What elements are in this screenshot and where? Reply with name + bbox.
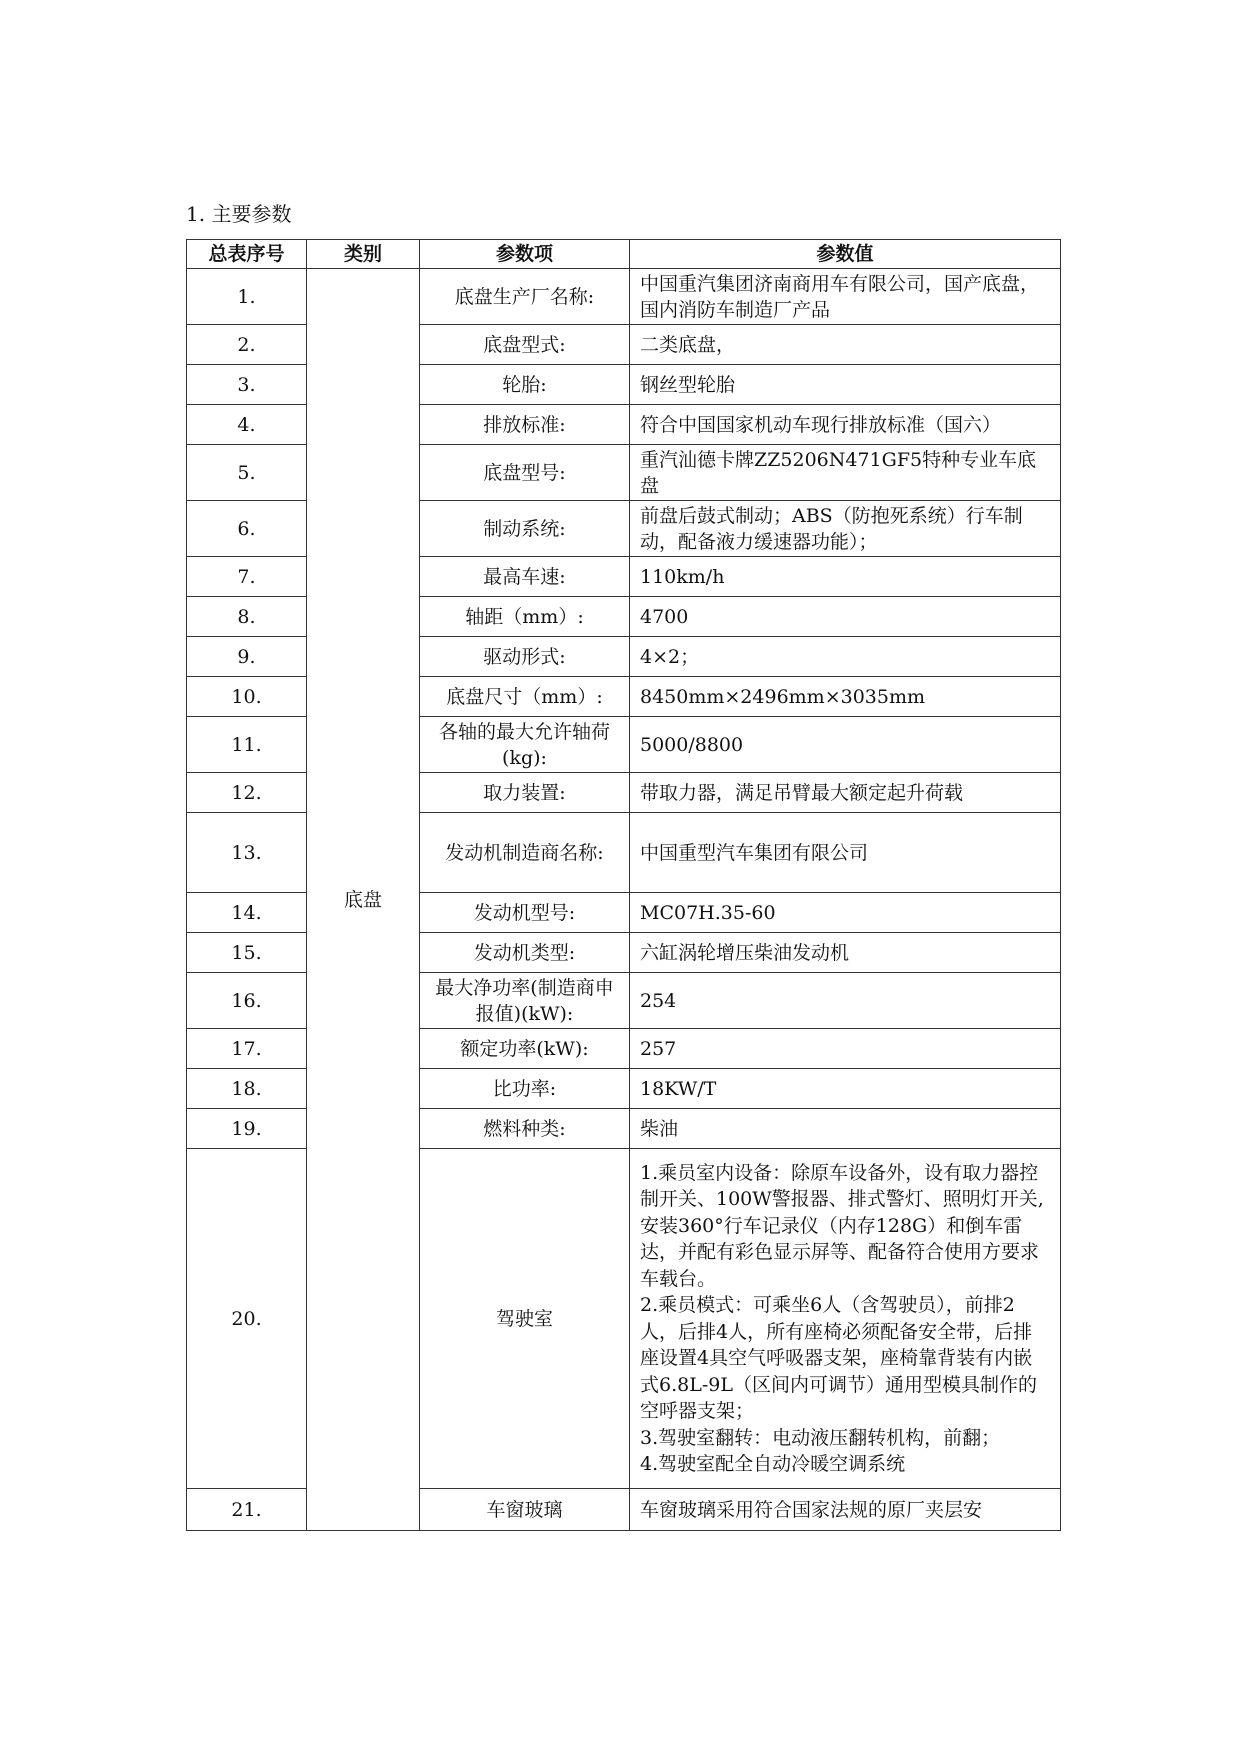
table-row [187, 269, 1061, 325]
row-parameter-name: 驱动形式: [420, 637, 630, 677]
row-serial-number: 12. [187, 773, 307, 813]
row-serial-number: 10. [187, 677, 307, 717]
row-parameter-name: 各轴的最大允许轴荷(kg): [420, 717, 630, 773]
row-parameter-value: 柴油 [630, 1109, 1061, 1149]
row-parameter-value: 5000/8800 [630, 717, 1061, 773]
row-parameter-name: 最高车速: [420, 557, 630, 597]
row-parameter-value: 257 [630, 1029, 1061, 1069]
row-parameter-name: 车窗玻璃 [420, 1489, 630, 1531]
row-parameter-name: 底盘尺寸（mm）: [420, 677, 630, 717]
row-parameter-name: 发动机类型: [420, 933, 630, 973]
row-parameter-name: 轴距（mm）: [420, 597, 630, 637]
row-parameter-name: 驾驶室 [420, 1149, 630, 1489]
row-parameter-value: 二类底盘， [630, 325, 1061, 365]
row-parameter-name: 底盘型号: [420, 445, 630, 501]
table-header-row [187, 240, 1061, 269]
row-parameter-value: 六缸涡轮增压柴油发动机 [630, 933, 1061, 973]
row-serial-number: 11. [187, 717, 307, 773]
row-parameter-value: 中国重型汽车集团有限公司 [630, 813, 1061, 893]
row-serial-number: 20. [187, 1149, 307, 1489]
row-serial-number: 8. [187, 597, 307, 637]
row-parameter-name: 取力装置: [420, 773, 630, 813]
category-cell: 底盘 [307, 269, 420, 1531]
row-serial-number: 16. [187, 973, 307, 1029]
row-serial-number: 15. [187, 933, 307, 973]
row-serial-number: 9. [187, 637, 307, 677]
row-parameter-value: 4×2； [630, 637, 1061, 677]
row-parameter-name: 制动系统: [420, 501, 630, 557]
row-parameter-name: 排放标准: [420, 405, 630, 445]
row-parameter-name: 底盘生产厂名称: [420, 269, 630, 325]
row-parameter-value: 车窗玻璃采用符合国家法规的原厂夹层安 [630, 1489, 1061, 1531]
row-parameter-name: 轮胎: [420, 365, 630, 405]
row-parameter-value: 4700 [630, 597, 1061, 637]
table-body [187, 269, 1061, 1531]
parameters-table [186, 239, 1061, 1531]
row-parameter-value: MC07H.35-60 [630, 893, 1061, 933]
row-serial-number: 5. [187, 445, 307, 501]
header-value: 参数值 [630, 240, 1061, 269]
row-parameter-name: 比功率: [420, 1069, 630, 1109]
row-serial-number: 2. [187, 325, 307, 365]
row-parameter-value: 1.乘员室内设备：除原车设备外，设有取力器控制开关、100W警报器、排式警灯、照明灯开关,安装360°行车记录仪（内存128G）和倒车雷达，并配有彩色显示屏等、配备符合使用方要求车载台。 2.乘员模式：可乘坐6人（含驾驶员），前排2人，后排4人，所有座椅必须配备安全带，后排座设置4具空气呼吸器支架，座椅靠背装有内嵌式6.8L-9L（区间内可调节）通用型模具制作的空呼器支架； 3.驾驶室翻转：电动液压翻转机构，前翻； 4.驾驶室配全自动冷暖空调系统 [630, 1149, 1061, 1489]
row-serial-number: 6. [187, 501, 307, 557]
row-parameter-value: 钢丝型轮胎 [630, 365, 1061, 405]
row-parameter-value: 带取力器，满足吊臂最大额定起升荷载 [630, 773, 1061, 813]
row-serial-number: 21. [187, 1489, 307, 1531]
row-parameter-name: 额定功率(kW): [420, 1029, 630, 1069]
row-parameter-name: 最大净功率(制造商申报值)(kW): [420, 973, 630, 1029]
header-serial: 总表序号 [187, 240, 307, 269]
row-parameter-name: 底盘型式: [420, 325, 630, 365]
row-serial-number: 3. [187, 365, 307, 405]
header-category: 类别 [307, 240, 420, 269]
row-parameter-value: 110km/h [630, 557, 1061, 597]
row-parameter-value: 重汽汕德卡牌ZZ5206N471GF5特种专业车底盘 [630, 445, 1061, 501]
row-parameter-value: 254 [630, 973, 1061, 1029]
row-parameter-value: 前盘后鼓式制动；ABS（防抱死系统）行车制动，配备液力缓速器功能）； [630, 501, 1061, 557]
row-serial-number: 7. [187, 557, 307, 597]
row-serial-number: 19. [187, 1109, 307, 1149]
row-serial-number: 14. [187, 893, 307, 933]
row-parameter-value: 中国重汽集团济南商用车有限公司，国产底盘，国内消防车制造厂产品 [630, 269, 1061, 325]
row-serial-number: 4. [187, 405, 307, 445]
row-serial-number: 1. [187, 269, 307, 325]
row-serial-number: 13. [187, 813, 307, 893]
row-parameter-name: 发动机型号: [420, 893, 630, 933]
row-parameter-name: 燃料种类: [420, 1109, 630, 1149]
row-parameter-name: 发动机制造商名称: [420, 813, 630, 893]
section-title: 1. 主要参数 [186, 202, 292, 226]
row-parameter-value: 符合中国国家机动车现行排放标准（国六） [630, 405, 1061, 445]
row-parameter-value: 18KW/T [630, 1069, 1061, 1109]
row-serial-number: 18. [187, 1069, 307, 1109]
row-serial-number: 17. [187, 1029, 307, 1069]
header-parameter: 参数项 [420, 240, 630, 269]
row-parameter-value: 8450mm×2496mm×3035mm [630, 677, 1061, 717]
